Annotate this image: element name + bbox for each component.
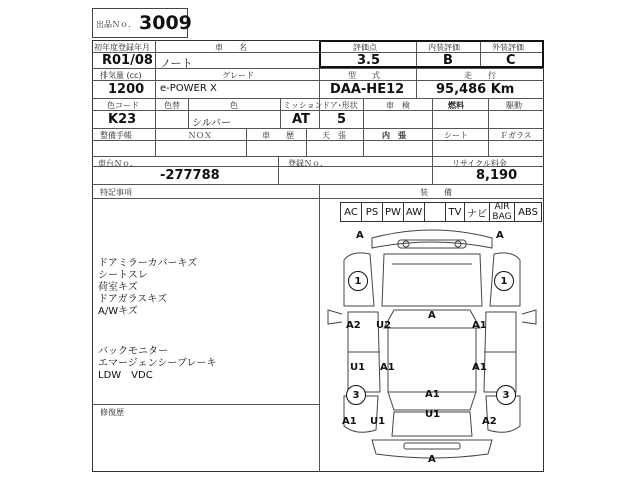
label-remarks: 特記事項 [100, 188, 132, 197]
value-transmission: AT [292, 112, 310, 127]
label-interior: 内装評価 [428, 43, 460, 52]
code-left-fender: A2 [346, 320, 361, 331]
equip-abs: ABS [514, 202, 542, 222]
value-color-code: K23 [108, 112, 137, 127]
label-year: 初年度登録年月 [94, 43, 150, 52]
equip-ps: PS [361, 202, 383, 222]
label-seat: シート [444, 131, 468, 140]
value-score: 3.5 [357, 53, 381, 68]
label-nox: ＮＯＸ [188, 131, 212, 140]
label-registration: 登録Ｎｏ． [288, 159, 328, 168]
label-equipment: 装 備 [420, 188, 452, 197]
code-rr-wheel: 3 [496, 385, 516, 405]
remarks-notes-a: ドアミラーカバーキズ シートスレ 荷室キズ ドアガラスキズ A/Wキズ [98, 258, 198, 317]
label-transmission: ミッション [283, 101, 323, 110]
label-doors: ドア･形状 [322, 101, 358, 110]
label-interior-trim: 内 張 [382, 131, 406, 140]
code-trunk: U1 [425, 409, 441, 420]
label-score: 評価点 [353, 43, 377, 52]
label-repair: 修復歴 [100, 408, 124, 417]
code-hood: A [428, 310, 436, 321]
label-mileage: 走 行 [464, 71, 496, 80]
value-model: DAA-HE12 [330, 82, 405, 97]
code-fl-wheel: 1 [348, 271, 368, 291]
label-chassis: 車台Ｎｏ． [98, 159, 138, 168]
label-fuel: 燃料 [448, 101, 464, 110]
label-car-inspection: 車 検 [386, 101, 410, 110]
value-mileage: 95,486 Km [436, 82, 515, 97]
code-rl-wheel: 3 [346, 385, 366, 405]
equip-pw: PW [382, 202, 404, 222]
code-right-rear: A1 [472, 362, 487, 373]
equip-airbag: AIR BAG [489, 202, 515, 222]
value-recycle: 8,190 [476, 168, 518, 183]
code-fr-wheel: 1 [494, 271, 514, 291]
equip-blank [424, 202, 446, 222]
label-manual: 整備手帳 [100, 131, 132, 140]
code-bottom-left-2: U1 [370, 416, 386, 427]
value-color: シルバー [192, 118, 232, 129]
equip-aw: AW [403, 202, 425, 222]
label-car-name: 車 名 [215, 43, 247, 52]
code-right-door-front: A1 [472, 320, 487, 331]
label-recycle: リサイクル料金 [452, 159, 507, 168]
car-diagram [322, 224, 542, 470]
code-left-door-front: U2 [376, 320, 392, 331]
value-year: R01/08 [102, 53, 153, 68]
value-exterior: C [506, 53, 516, 68]
equip-ac: AC [340, 202, 362, 222]
label-history: 車 歴 [262, 131, 294, 140]
code-left-rear-2: A1 [380, 362, 395, 373]
label-color: 色 [230, 101, 238, 110]
code-rear-center: A1 [425, 389, 440, 400]
lot-number-box [92, 8, 192, 38]
label-sunroof: 天 張 [322, 131, 346, 140]
value-doors: 5 [337, 112, 347, 127]
code-left-rear: U1 [350, 362, 366, 373]
value-grade: e-POWER X [160, 83, 217, 94]
lot-number-label: 出品Ｎｏ． [96, 20, 136, 29]
label-color-change: 色替 [164, 101, 180, 110]
value-car-name: ノート [160, 57, 193, 70]
code-front-right: A [496, 230, 504, 241]
value-interior: B [443, 53, 453, 68]
lot-number-value: 3009 [139, 12, 192, 34]
remarks-notes-b: バックモニター エマージェンシーブレーキ LDW VDC [98, 346, 217, 381]
value-chassis: -277788 [160, 168, 220, 183]
code-front-left: A [356, 230, 364, 241]
label-model: 型 式 [348, 71, 380, 80]
label-drive: 駆動 [506, 101, 522, 110]
code-rear-bumper: A [428, 454, 436, 465]
label-color-code: 色コード [107, 101, 139, 110]
label-exterior: 外装評価 [492, 43, 524, 52]
equip-tv: TV [445, 202, 465, 222]
label-grade: グレード [222, 71, 254, 80]
label-f-glass: Ｆガラス [500, 131, 532, 140]
value-displacement: 1200 [108, 82, 145, 97]
equip-navi: ナビ [464, 202, 490, 222]
code-bottom-left-1: A1 [342, 416, 357, 427]
code-bottom-right: A2 [482, 416, 497, 427]
label-displacement: 排気量 (cc) [100, 71, 142, 80]
